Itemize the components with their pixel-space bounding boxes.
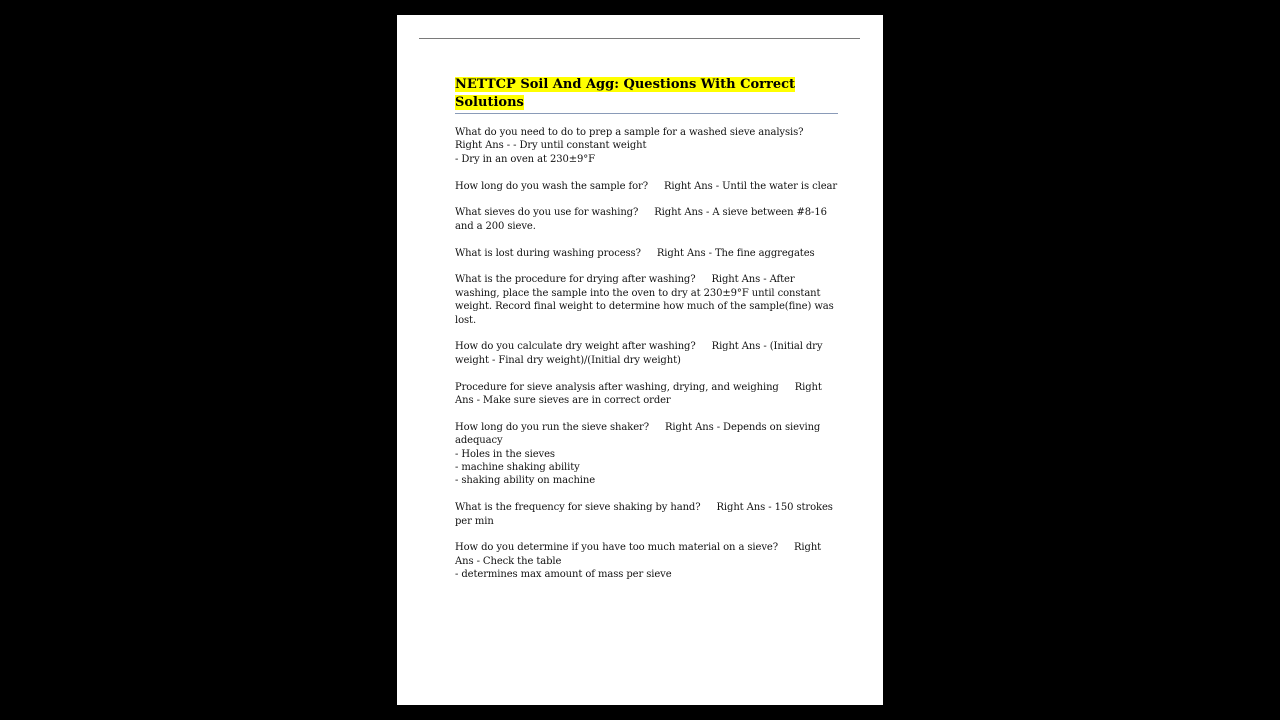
- answer-line: - shaking ability on machine: [455, 475, 596, 487]
- question-text: What sieves do you use for washing?: [455, 207, 639, 219]
- qa-item: [455, 381, 839, 408]
- question-text: What is the frequency for sieve shaking by hand?: [455, 502, 701, 514]
- answer-text: Right Ans - After washing, place the sample into the oven to dry at 230±9°F until constant weight. Record final weight to determine how much of the sample(fine) was lost.: [455, 274, 834, 326]
- answer-text: Right Ans - A sieve between #8-16 and a 200 sieve.: [455, 207, 827, 232]
- question-text: What is lost during washing process?: [455, 247, 641, 259]
- question-text: What is the procedure for drying after washing?: [455, 274, 696, 286]
- qa-item: [455, 126, 839, 166]
- qa-item: [455, 340, 839, 367]
- answer-text: Right Ans - Check the table: [455, 542, 822, 567]
- answer-text: Right Ans - Make sure sieves are in correct order: [455, 381, 822, 407]
- question-text: What do you need to do to prep a sample for a washed sieve analysis?: [455, 127, 804, 138]
- answer-line: - Dry in an oven at 230±9°F: [455, 153, 596, 165]
- header-rule: [419, 38, 860, 39]
- qa-item: [455, 247, 839, 260]
- question-text: Procedure for sieve analysis after washing, drying, and weighing: [455, 381, 779, 393]
- title-block: [455, 75, 838, 114]
- answer-line: - determines max amount of mass per sieve: [455, 569, 672, 581]
- answer-text: Right Ans - 150 strokes per min: [455, 502, 833, 527]
- question-text: How do you determine if you have too much material on a sieve?: [455, 542, 778, 554]
- answer-text: Right Ans - The fine aggregates: [656, 247, 815, 259]
- question-text: How do you calculate dry weight after washing?: [455, 341, 696, 353]
- qa-item: [455, 206, 839, 233]
- answer-text: Right Ans - Depends on sieving adequacy: [455, 421, 821, 447]
- qa-list: [455, 126, 839, 595]
- qa-item: [455, 273, 839, 327]
- qa-item: [455, 180, 839, 193]
- answer-text: Right Ans - - Dry until constant weight: [455, 140, 647, 152]
- document-page: [397, 15, 883, 705]
- qa-item: [455, 541, 839, 581]
- question-text: How long do you run the sieve shaker?: [455, 421, 649, 433]
- answer-line: - machine shaking ability: [455, 462, 580, 474]
- answer-text: Right Ans - (Initial dry weight - Final dry weight)/(Initial dry weight): [455, 341, 823, 366]
- answer-text: Right Ans - Until the water is clear: [663, 180, 838, 192]
- answer-line: - Holes in the sieves: [455, 448, 555, 460]
- qa-item: [455, 421, 839, 488]
- document-title: NETTCP Soil And Agg: Questions With Correct Solutions: [455, 77, 796, 110]
- qa-item: [455, 501, 839, 528]
- question-text: How long do you wash the sample for?: [455, 180, 648, 192]
